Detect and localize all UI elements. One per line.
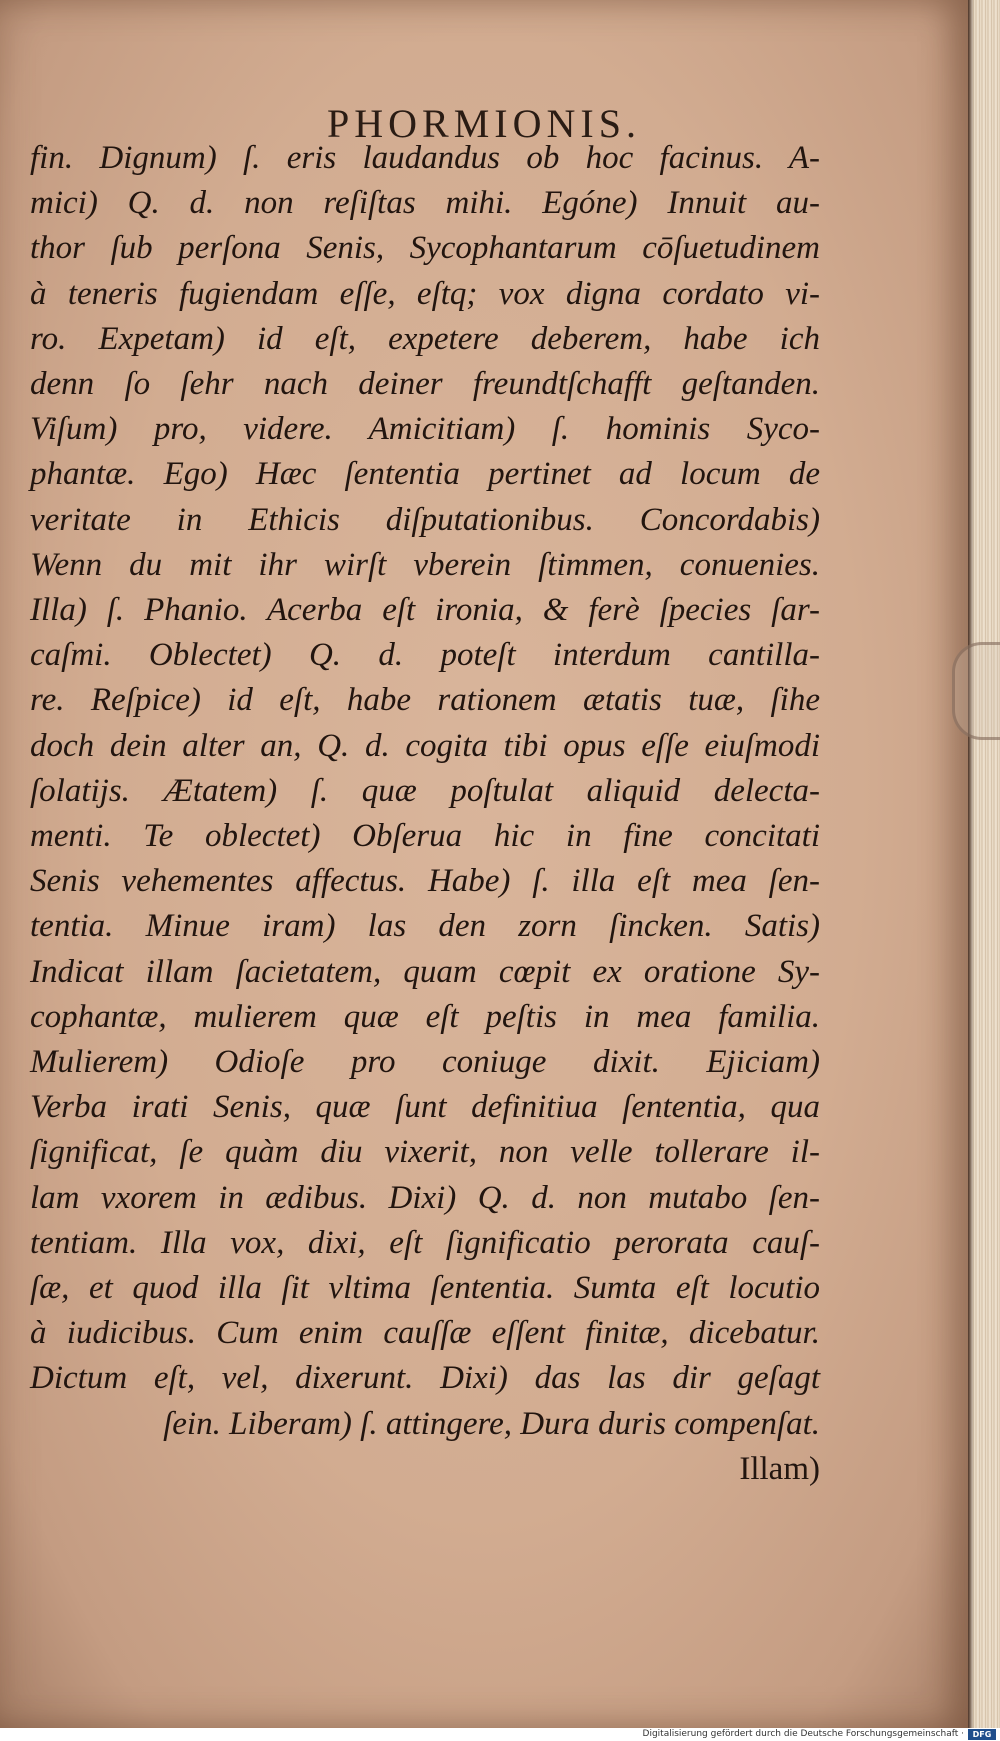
text-line: doch dein alter an, Q. d. cogita tibi opus eſſe eiuſmodi [30, 727, 820, 764]
commentary-text-block [30, 136, 820, 1492]
text-line: ſein. Liberam) ſ. attingere, Dura duris compenſat. [163, 1405, 820, 1442]
text-line: ro. Expetam) id eſt, expetere deberem, habe ich [30, 320, 820, 357]
text-line: caſmi. Oblectet) Q. d. poteſt interdum cantilla- [30, 637, 820, 674]
text-line: menti. Te oblectet) Obſerua hic in fine concitati [30, 818, 820, 855]
text-line: denn ſo ſehr nach deiner freundtſchafft geſtanden. [30, 366, 820, 403]
text-line: phantæ. Ego) Hæc ſententia pertinet ad locum de [30, 456, 820, 493]
text-line: Mulierem) Odioſe pro coniuge dixit. Ejiciam) [30, 1044, 820, 1081]
page-clasp-outline [952, 642, 1000, 740]
text-line: Viſum) pro, videre. Amicitiam) ſ. hominis Syco- [30, 411, 820, 448]
text-line: ſolatijs. Ætatem) ſ. quæ poſtulat aliquid delecta- [30, 772, 820, 809]
digitization-credit: Digitalisierung gefördert durch die Deutsche Forschungsgemeinschaft · [642, 1729, 964, 1739]
catchword: Illam) [739, 1450, 820, 1487]
text-line: thor ſub perſona Senis, Sycophantarum cōſuetudinem [30, 230, 820, 267]
text-line: Indicat illam ſacietatem, quam cœpit ex oratione Sy- [30, 953, 820, 990]
text-line: tentia. Minue iram) las den zorn ſincken. Satis) [30, 908, 820, 945]
running-title: PHORMIONIS. [327, 101, 641, 146]
text-line: à teneris fugiendam eſſe, eſtq; vox digna cordato vi- [30, 275, 820, 312]
text-line: ſæ, et quod illa ſit vltima ſententia. Sumta eſt locutio [30, 1270, 820, 1307]
text-line: cophantæ, mulierem quæ eſt peſtis in mea familia. [30, 998, 820, 1035]
text-line: re. Reſpice) id eſt, habe rationem ætatis tuæ, ſihe [30, 682, 820, 719]
text-line: Dictum eſt, vel, dixerunt. Dixi) das las dir geſagt [30, 1360, 820, 1397]
text-line: mici) Q. d. non reſiſtas mihi. Egóne) Innuit au- [30, 185, 820, 222]
text-line: Illa) ſ. Phanio. Acerba eſt ironia, & ferè ſpecies ſar- [30, 592, 820, 629]
text-line: lam vxorem in ædibus. Dixi) Q. d. non mutabo ſen- [30, 1179, 820, 1216]
text-line: à iudicibus. Cum enim cauſſæ eſſent finitæ, dicebatur. [30, 1315, 820, 1352]
text-line: Wenn du mit ihr wirſt vberein ſtimmen, conuenies. [30, 546, 820, 583]
text-line: fin. Dignum) ſ. eris laudandus ob hoc facinus. A- [30, 140, 820, 176]
text-line: Senis vehementes affectus. Habe) ſ. illa eſt mea ſen- [30, 863, 820, 900]
text-line: tentiam. Illa vox, dixi, eſt ſignificatio perorata cauſ- [30, 1224, 820, 1261]
text-line: Verba irati Senis, quæ ſunt definitiua ſententia, qua [30, 1089, 820, 1126]
text-line: veritate in Ethicis diſputationibus. Concordabis) [30, 501, 820, 538]
digitization-footer [0, 1728, 1000, 1741]
text-line: ſignificat, ſe quàm diu vixerit, non velle tollerare il- [30, 1134, 820, 1171]
dfg-logo-icon: DFG [968, 1729, 996, 1740]
book-fore-edge [968, 0, 1000, 1728]
